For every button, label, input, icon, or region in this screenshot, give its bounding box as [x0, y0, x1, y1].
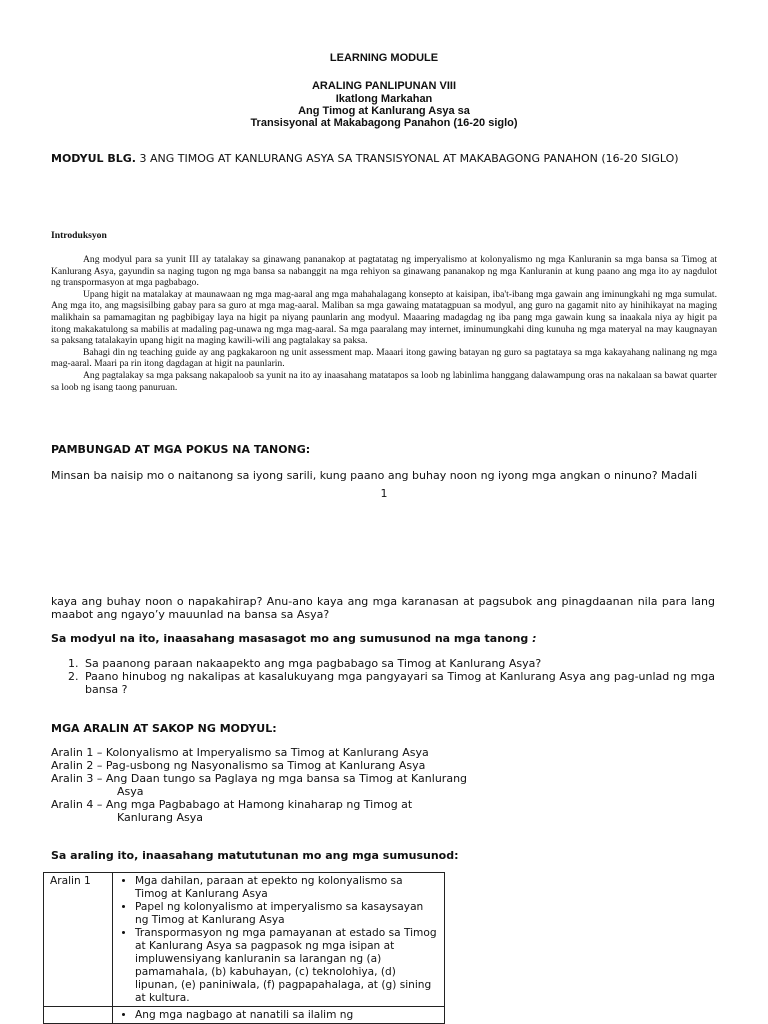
questions-list: [51, 657, 715, 696]
table-cell-label: Aralin 1: [44, 873, 113, 1007]
matututunan-heading: Sa araling ito, inaasahang matututunan mo ang mga sumusunod:: [51, 849, 459, 862]
table-cell-content: [113, 1007, 445, 1024]
aralin-heading: MGA ARALIN AT SAKOP NG MODYUL:: [51, 722, 277, 735]
objectives-list: [119, 1009, 438, 1022]
modyul-number: 3: [139, 152, 147, 165]
intro-paragraph: Bahagi din ng teaching guide ay ang pagkakaroon ng unit assessment map. Maaari itong gawing batayan ng guro sa pagtataya sa mga kakayahang nalinang ng mga mag-aaral. Maari pa rin itong dagdagan at higit na paunlarin.: [51, 346, 717, 370]
aralin-item: [51, 759, 715, 772]
page-number: 1: [380, 487, 388, 500]
question-item: 2. Paano hinubog ng nakalipas at kasalukuyang mga pangyayari sa Timog at Kanlurang Asya ang pag-unlad ng mga bansa ?: [82, 670, 715, 696]
modyul-line: [51, 152, 731, 165]
objective-item: • Transpormasyon ng mga pamayanan at estado sa Timog at Kanlurang Asya sa pagpasok ng mga isipan at impluwensiyang kanluranin sa larangan ng (a) pamamahala, (b) kabuhayan, (c) teknolohiya, (d) lipunan, (e) paniniwala, (f) pagpapahalaga, at (g) sining at kultura.: [135, 927, 438, 1005]
aralin-continuation: Kanlurang Asya: [117, 811, 203, 824]
objective-item: • Mga dahilan, paraan at epekto ng kolonyalismo sa Timog at Kanlurang Asya: [135, 875, 438, 901]
questions-heading-text: Sa modyul na ito, inaasahang masasagot mo ang sumusunod na mga tanong: [51, 632, 529, 645]
aralin-label: Aralin 3 –: [51, 772, 103, 785]
aralin-label: Aralin 4 –: [51, 798, 103, 811]
table-cell-content: [113, 873, 445, 1007]
table-cell-label: [44, 1007, 113, 1024]
objective-item: • Ang mga nagbago at nanatili sa ilalim ng: [135, 1009, 438, 1022]
questions-heading-colon: :: [532, 632, 537, 645]
question-item: 1. Sa paanong paraan nakaapekto ang mga pagbabago sa Timog at Kanlurang Asya?: [82, 657, 715, 670]
quarter-label: Ikatlong Markahan: [335, 93, 433, 105]
subject-title: ARALING PANLIPUNAN VIII: [311, 80, 457, 92]
modyul-title: ANG TIMOG AT KANLURANG ASYA SA TRANSISYONAL AT MAKABAGONG PANAHON (16-20 SIGLO): [149, 152, 679, 165]
intro-paragraph: Ang pagtalakay sa mga paksang nakapaloob sa yunit na ito ay inaasahang matatapos sa loob ng labinlima hanggang dalawampung oras na nakalaan sa bawat quarter sa loob ng isang taong panuruan.: [51, 369, 717, 393]
intro-paragraph: Ang modyul para sa yunit III ay tatalakay sa ginawang pananakop at pagtatatag ng imperyalismo at kolonyalismo ng mga Kanluranin sa mga bansa sa Timog at Kanlurang Asya, gayundin sa naging tugon ng mga bansa sa nabanggit na mga rehiyon sa ginawang pananakop ng mga Kanluranin at kung paano ang mga ito ay nagdulot ng transpormasyon at mga pagbabago.: [51, 254, 717, 289]
aralin-list: [51, 746, 715, 824]
aralin-item: [51, 798, 715, 811]
aralin-continuation: Asya: [117, 785, 144, 798]
introduksyon-body: [51, 254, 717, 393]
aralin-label: Aralin 1 –: [51, 746, 103, 759]
table-row: [44, 1007, 445, 1024]
pambungad-heading: PAMBUNGAD AT MGA POKUS NA TANONG:: [51, 443, 311, 456]
aralin-title: Ang mga Pagbabago at Hamong kinaharap ng Timog at: [105, 798, 413, 811]
module-title-line2: Transisyonal at Makabagong Panahon (16-20 siglo): [250, 117, 518, 129]
table-row: [44, 873, 445, 1007]
aralin-title: Pag-usbong ng Nasyonalismo sa Timog at Kanlurang Asya: [105, 759, 426, 772]
aralin-label: Aralin 2 –: [51, 759, 103, 772]
questions-heading: [51, 632, 537, 645]
aralin-item: [51, 746, 715, 759]
aralin-title: Ang Daan tungo sa Paglaya ng mga bansa sa Timog at Kanlurang: [105, 772, 468, 785]
questions-list-wrap: [51, 657, 715, 696]
modyul-label: MODYUL BLG.: [51, 152, 136, 165]
pambungad-text-part1: Minsan ba naisip mo o naitanong sa iyong sarili, kung paano ang buhay noon ng iyong mga angkan o ninuno? Madali: [51, 469, 698, 482]
objectives-table: [43, 872, 445, 1024]
pambungad-text-part2: kaya ang buhay noon o napakahirap? Anu-ano kaya ang mga karanasan at pagsubok ang pinagdaanan nila para lang maabot ang ngayo’y mauunlad na bansa sa Asya?: [51, 595, 715, 621]
learning-module-label: LEARNING MODULE: [329, 52, 439, 64]
objectives-list: [119, 875, 438, 1005]
introduksyon-heading: Introduksyon: [51, 230, 107, 241]
module-title-line1: Ang Timog at Kanlurang Asya sa: [298, 105, 470, 117]
aralin-title: Kolonyalismo at Imperyalismo sa Timog at Kanlurang Asya: [105, 746, 429, 759]
intro-paragraph: Upang higit na matalakay at maunawaan ng mga mag-aaral ang mga mahahalagang konsepto at kaisipan, iba't-ibang mga gawain ang iminungkahi ng mga sumulat. Ang mga ito, ang magsisilbing gabay para sa guro at mga mag-aaral. Maliban sa mga gawaing matatagpuan sa modyul, ang guro na gagamit nito ay hinihikayat na maging malikhain sa pamamagitan ng pagbibigay laya na higit pa niyang paunlarin ang modyul. Maaaring madagdag ng iba pang mga gawain kung sa inaakala niya ay higit pa itong makakatulong sa mabilis at madaling pag-unawa ng mga mag-aaral. Sa mga paaralang may internet, iminumungkahi ding kunuha ng mga materyal na may kaugnayan sa paksang tatalakayin upang higit na maging kawili-wili ang pagtalakay sa paksa.: [51, 288, 717, 347]
objective-item: • Papel ng kolonyalismo at imperyalismo sa kasaysayan ng Timog at Kanlurang Asya: [135, 901, 438, 927]
aralin-item: [51, 772, 715, 785]
